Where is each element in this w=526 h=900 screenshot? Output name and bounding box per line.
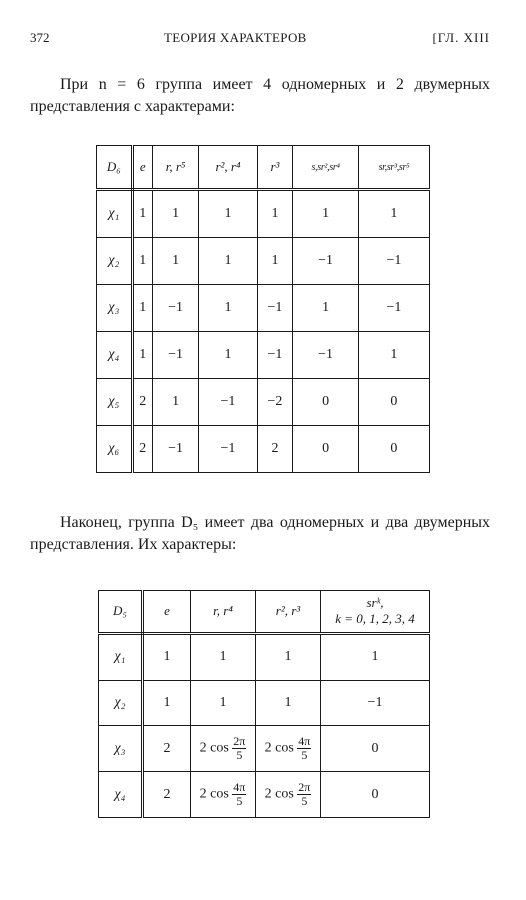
chapter-label: [ГЛ. XIII — [432, 30, 490, 45]
table-cell: 0 — [321, 772, 430, 818]
table-row — [99, 726, 430, 772]
cos-prefix: 2 cos — [264, 740, 294, 756]
table-cell: 1 — [199, 238, 257, 285]
character-label: χ₅ — [97, 379, 133, 426]
group-label: D₆ — [97, 146, 133, 190]
table-cell: 1 — [256, 633, 321, 680]
table-cell: 2 — [143, 726, 191, 772]
class-header: r³ — [257, 146, 293, 190]
table-cell — [191, 772, 256, 818]
paragraph-text: Наконец, группа D₅ имеет два одномерных и два двумерных представления. Их характеры: — [30, 514, 490, 553]
table-cell: 1 — [132, 190, 152, 238]
class-header: e — [132, 146, 152, 190]
table-cell: 2 — [257, 426, 293, 473]
table-cell: 1 — [152, 190, 198, 238]
table-cell: 1 — [293, 190, 359, 238]
fraction-denominator: 5 — [236, 748, 243, 763]
table-cell: 1 — [152, 379, 198, 426]
table-cell: −1 — [152, 426, 198, 473]
class-header-line: srᵏ, — [366, 595, 384, 611]
paragraph-d6-intro — [30, 74, 490, 118]
table-cell: 1 — [358, 332, 429, 379]
table-cell — [256, 772, 321, 818]
table-cell: −2 — [257, 379, 293, 426]
character-label: χ₆ — [97, 426, 133, 473]
fraction-numerator: 4π — [298, 734, 311, 749]
table-row — [97, 285, 430, 332]
class-header: e — [143, 591, 191, 634]
character-label: χ₄ — [97, 332, 133, 379]
table-cell: 1 — [199, 332, 257, 379]
class-header: s,sr²,sr⁴ — [293, 146, 359, 190]
fraction-denominator: 5 — [301, 748, 308, 763]
table-cell: −1 — [199, 426, 257, 473]
character-label: χ₂ — [97, 238, 133, 285]
table-cell: −1 — [293, 238, 359, 285]
character-table-d6 — [96, 145, 430, 473]
fraction-denominator: 5 — [301, 794, 308, 809]
table-cell: −1 — [358, 285, 429, 332]
running-title: ТЕОРИЯ ХАРАКТЕРОВ — [164, 30, 307, 45]
table-cell: 0 — [293, 379, 359, 426]
table-cell: 1 — [293, 285, 359, 332]
table-row — [97, 379, 430, 426]
table-row — [97, 332, 430, 379]
class-header-line: k = 0, 1, 2, 3, 4 — [335, 611, 415, 627]
character-table-d5 — [98, 590, 430, 818]
table-cell: 1 — [257, 238, 293, 285]
table-cell — [191, 726, 256, 772]
cos-prefix: 2 cos — [264, 786, 294, 802]
class-header: sr,sr³,sr⁵ — [358, 146, 429, 190]
table-cell: 1 — [321, 633, 430, 680]
table-cell — [256, 726, 321, 772]
table-cell: −1 — [152, 285, 198, 332]
table-cell: −1 — [257, 332, 293, 379]
fraction — [232, 735, 246, 762]
table-header-row — [97, 146, 430, 190]
class-header: r, r⁴ — [191, 591, 256, 634]
table-cell: 1 — [358, 190, 429, 238]
paragraph-text: При n = 6 группа имеет 4 одномерных и 2 двумерных представления с характерами: — [30, 76, 490, 115]
fraction — [297, 781, 311, 808]
fraction-denominator: 5 — [236, 794, 243, 809]
table-row — [99, 680, 430, 726]
table-cell: 1 — [191, 680, 256, 726]
table-row — [97, 426, 430, 473]
class-header: r, r⁵ — [152, 146, 198, 190]
fraction-numerator: 2π — [233, 734, 246, 749]
table-cell: 2 — [132, 426, 152, 473]
table-header-row — [99, 591, 430, 634]
table-cell: −1 — [199, 379, 257, 426]
table-cell: −1 — [152, 332, 198, 379]
table-cell: 1 — [152, 238, 198, 285]
table-cell: 1 — [256, 680, 321, 726]
character-label: χ₂ — [99, 680, 143, 726]
class-header: r², r⁴ — [199, 146, 257, 190]
table-cell: 2 — [143, 772, 191, 818]
table-cell: 1 — [199, 190, 257, 238]
table-cell: 1 — [191, 633, 256, 680]
table-cell: 1 — [132, 238, 152, 285]
table-cell: −1 — [293, 332, 359, 379]
group-label: D₅ — [99, 591, 143, 634]
table-cell: 1 — [257, 190, 293, 238]
table-cell: 1 — [132, 285, 152, 332]
fraction — [232, 781, 246, 808]
table-row — [99, 633, 430, 680]
page-number: 372 — [30, 30, 50, 45]
character-label: χ₄ — [99, 772, 143, 818]
running-head — [30, 30, 490, 48]
paragraph-d5-intro — [30, 512, 490, 556]
table-row — [99, 772, 430, 818]
table-cell: −1 — [321, 680, 430, 726]
reflection-class-header — [321, 591, 430, 634]
table-cell: 1 — [143, 680, 191, 726]
character-label: χ₁ — [99, 633, 143, 680]
fraction — [297, 735, 311, 762]
class-header: r², r³ — [256, 591, 321, 634]
cos-prefix: 2 cos — [199, 786, 229, 802]
table-cell: 1 — [143, 633, 191, 680]
character-label: χ₁ — [97, 190, 133, 238]
table-cell: 0 — [358, 426, 429, 473]
table-cell: 0 — [321, 726, 430, 772]
fraction-numerator: 2π — [298, 780, 311, 795]
fraction-numerator: 4π — [233, 780, 246, 795]
table-cell: 1 — [132, 332, 152, 379]
character-label: χ₃ — [97, 285, 133, 332]
table-cell: −1 — [358, 238, 429, 285]
character-label: χ₃ — [99, 726, 143, 772]
table-row — [97, 238, 430, 285]
table-cell: 0 — [293, 426, 359, 473]
table-cell: 0 — [358, 379, 429, 426]
table-cell: −1 — [257, 285, 293, 332]
table-cell: 2 — [132, 379, 152, 426]
table-row — [97, 190, 430, 238]
cos-prefix: 2 cos — [199, 740, 229, 756]
table-cell: 1 — [199, 285, 257, 332]
